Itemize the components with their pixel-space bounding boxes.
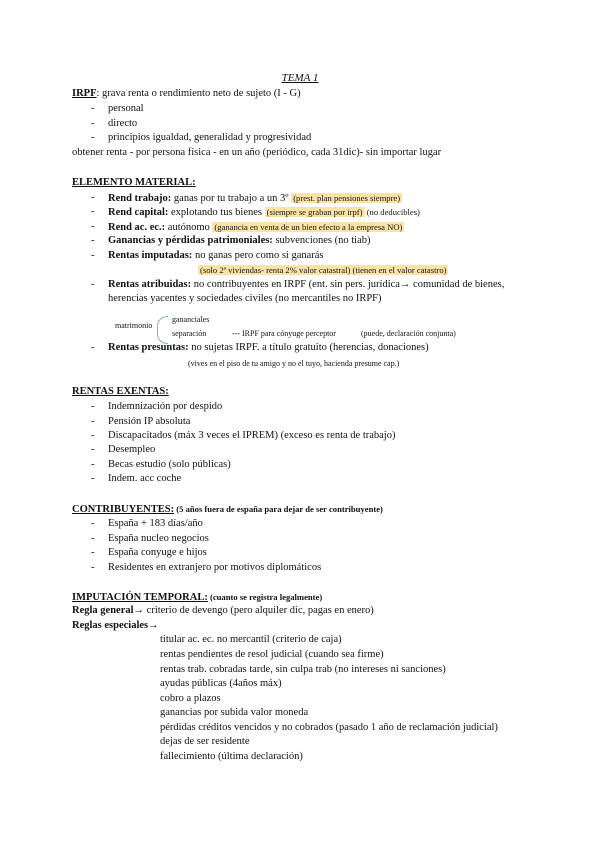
presuntas-note: (vives en el piso de tu amigo y no el tuyo, hacienda presume cap.)	[188, 359, 400, 368]
list-item: dejas de ser residente	[160, 736, 250, 747]
brace-icon	[157, 316, 168, 344]
list-item: ganancias por subida valor moneda	[160, 707, 309, 718]
page-title: TEMA 1	[281, 72, 319, 84]
matrimonio-irpf: --- IRPF para cónyuge perceptor	[232, 329, 336, 338]
matrimonio-conjunta: (puede, declaración conjunta)	[361, 329, 456, 338]
list-item: pérdidas créditos vencidos y no cobrados (pasado 1 año de reclamación judicial)	[160, 722, 498, 733]
list-item: rentas trab. cobradas tarde, sin culpa trab (no intereses ni sanciones)	[160, 664, 446, 675]
irpf-definition: IRPF: grava renta o rendimiento neto de sujeto (I - G)	[72, 88, 301, 99]
matrimonio-label: matrimonio	[115, 321, 153, 330]
matrimonio-option-gananciales: gananciales	[172, 315, 210, 324]
section-heading-elemento: ELEMENTO MATERIAL:	[72, 177, 196, 188]
section-heading-contribuyentes: CONTRIBUYENTES: (5 años fuera de españa para dejar de ser contribuyente)	[72, 504, 383, 515]
section-heading-exentas: RENTAS EXENTAS:	[72, 386, 169, 397]
matrimonio-option-separacion: separación	[172, 329, 207, 338]
list-item: fallecimiento (última declaración)	[160, 751, 303, 762]
imputadas-note: (solo 2ª viviendas- renta 2% valor catastral) (tienen en el valor catastro)	[200, 265, 447, 275]
list-item: titular ac. ec. no mercantil (criterio de caja)	[160, 634, 342, 645]
list-item: cobro a plazos	[160, 693, 221, 704]
reglas-especiales: Reglas especiales→	[72, 620, 159, 631]
list-item: rentas pendientes de resol judicial (cuando sea firme)	[160, 649, 384, 660]
section-heading-imputacion: IMPUTACIÓN TEMPORAL: (cuanto se registra legalmente)	[72, 592, 323, 603]
atribuidas-line2: herencias yacentes y sociedades civiles (no mercantiles no IRPF)	[108, 293, 382, 304]
document-page: TEMA 1 IRPF: grava renta o rendimiento neto de sujeto (I - G) - personal - directo - principios igualdad, generalidad y progresividad obtener renta - por persona física - en un año (periódico, cada 31dic)- sin importar lugar ELEMENTO MATERIAL: - Rend trabajo: ganas por tu trabajo a un 3º (prest. plan pensiones siempre) - Rend capital: explotando tus bienes (siempre se graban por irpf) (no deducibles) - Rend ac. ec.: autónomo (ganancia en venta de un bien efecto a la empresa NO) - Ganancias y pérdidas patrimoniales: subvenciones (no tiab) - Rentas imputadas: no ganas pero como si ganarás (solo 2ª viviendas- renta 2% valor catastral) (tienen en el valor catastro) - Rentas atribuidas: no contribuyentes en IRPF (ent. sin pers. jurídica→ comunidad de bienes, herencias yacentes y sociedades civiles (no mercantiles no IRPF) matrimonio gananciales separación --- IRPF para cónyuge perceptor (puede, declaración conjunta) - Rentas presuntas: no sujetas IRPF. a título gratuito (herencias, donaciones) (vives en el piso de tu amigo y no el tuyo, hacienda presume cap.) RENTAS EXENTAS: - Indemnización por despido - Pensión IP absoluta - Discapacitados (máx 3 veces el IPREM) (exceso es renta de trabajo) - Desempleo - Becas estudio (solo públicas) - Indem. acc coche CONTRIBUYENTES: (5 años fuera de españa para dejar de ser contribuyente) - España + 183 días/año - España nucleo negocios - España conyuge e hijos - Residentes en extranjero por motivos diplomáticos IMPUTACIÓN TEMPORAL: (cuanto se registra legalmente) Regla general→ criterio de devengo (pero alquiler dic, pagas en enero) Reglas especiales→ titular ac. ec. no mercantil (criterio de caja) rentas pendientes de resol judicial (cuando sea firme) rentas trab. cobradas tarde, sin culpa trab (no intereses ni sanciones) ayudas públicas (4años máx) cobro a plazos ganancias por subida valor moneda pérdidas créditos vencidos y no cobrados (pasado 1 año de reclamación judicial) dejas de ser residente fallecimiento (última declaración)	[0, 0, 600, 848]
regla-general: Regla general→ criterio de devengo (pero alquiler dic, pagas en enero)	[72, 605, 374, 616]
list-item: ayudas públicas (4años máx)	[160, 678, 282, 689]
irpf-note: obtener renta - por persona física - en un año (periódico, cada 31dic)- sin importar lugar	[72, 147, 442, 158]
